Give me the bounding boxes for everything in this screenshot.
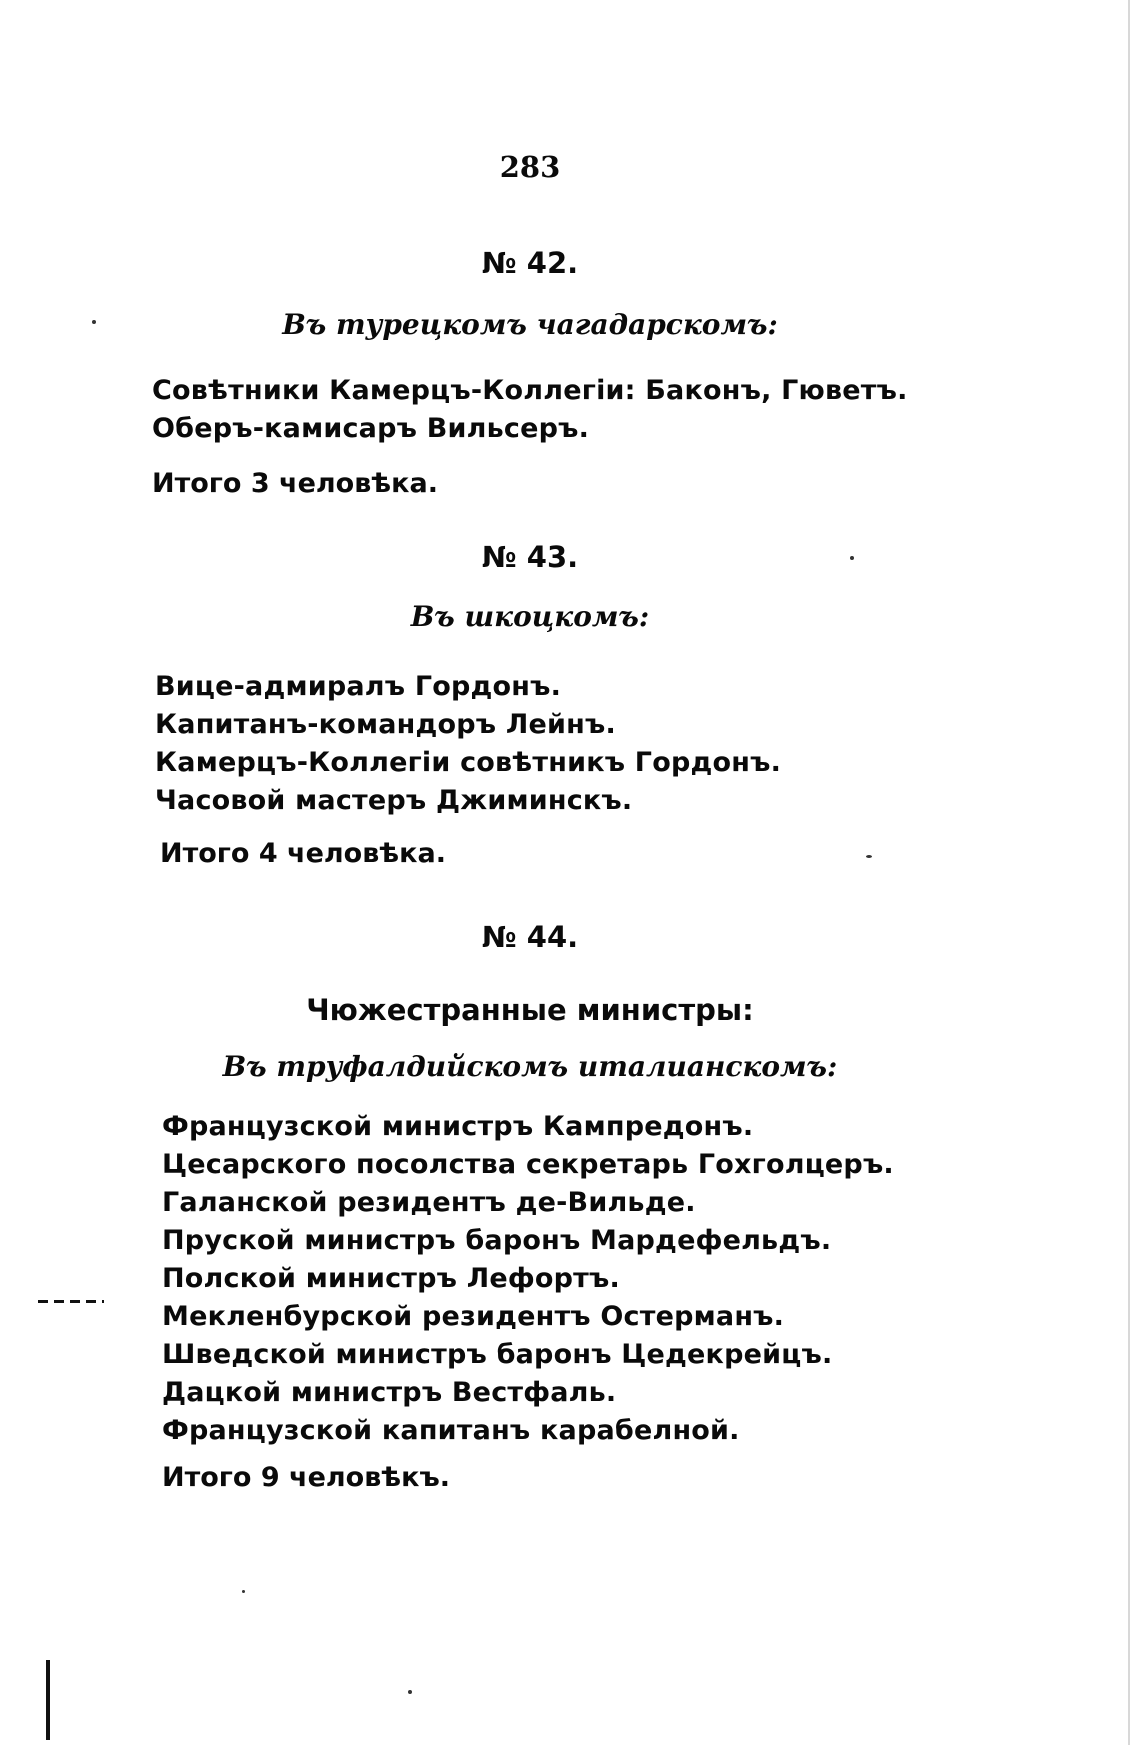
margin-mark — [46, 1660, 50, 1740]
section-number: № 42. — [481, 246, 579, 280]
section-list — [152, 372, 908, 448]
section-heading: Въ шкоцкомъ: — [410, 600, 650, 633]
scan-speck — [408, 1690, 412, 1694]
page-edge-shadow — [1128, 0, 1130, 1745]
section-total: Итого 9 человѣкъ. — [162, 1462, 451, 1493]
list-item: Камерцъ-Коллегіи совѣтникъ Гордонъ. — [155, 747, 782, 778]
list-item: Мекленбурской резидентъ Остерманъ. — [162, 1301, 785, 1332]
list-item: Капитанъ-командоръ Лейнъ. — [155, 709, 616, 740]
list-item: Полской министръ Лефортъ. — [162, 1263, 620, 1294]
section-subtitle: Чюжестранные министры: — [306, 993, 754, 1027]
list-item: Часовой мастеръ Джиминскъ. — [155, 785, 633, 816]
list-item: Галанской резидентъ де-Вильде. — [162, 1187, 696, 1218]
section-total: Итого 4 человѣка. — [160, 838, 446, 869]
page-number: 283 — [499, 150, 561, 184]
section-number: № 43. — [481, 540, 579, 574]
section-list — [162, 1108, 894, 1450]
section-heading: Въ труфалдийскомъ италианскомъ: — [222, 1050, 838, 1083]
section-total: Итого 3 человѣка. — [152, 468, 438, 499]
list-item: Французской министръ Кампредонъ. — [162, 1111, 754, 1142]
scan-speck — [242, 1590, 245, 1593]
list-item: Пруской министръ баронъ Мардефельдъ. — [162, 1225, 832, 1256]
section-list — [155, 668, 781, 820]
list-item: Шведской министръ баронъ Цедекрейцъ. — [162, 1339, 833, 1370]
list-item: Вице-адмиралъ Гордонъ. — [155, 671, 562, 702]
section-number: № 44. — [481, 920, 579, 954]
margin-dash-mark — [38, 1300, 104, 1303]
list-item: Французской капитанъ карабелной. — [162, 1415, 740, 1446]
list-item: Дацкой министръ Вестфаль. — [162, 1377, 617, 1408]
list-item: Оберъ-камисаръ Вильсеръ. — [152, 413, 590, 444]
list-item: Цесарского посолства секретарь Гохголцеръ. — [162, 1149, 894, 1180]
section-heading: Въ турецкомъ чагадарскомъ: — [282, 308, 778, 341]
scan-speck — [866, 855, 872, 858]
list-item: Совѣтники Камерцъ-Коллегіи: Баконъ, Гюветъ. — [152, 375, 908, 406]
